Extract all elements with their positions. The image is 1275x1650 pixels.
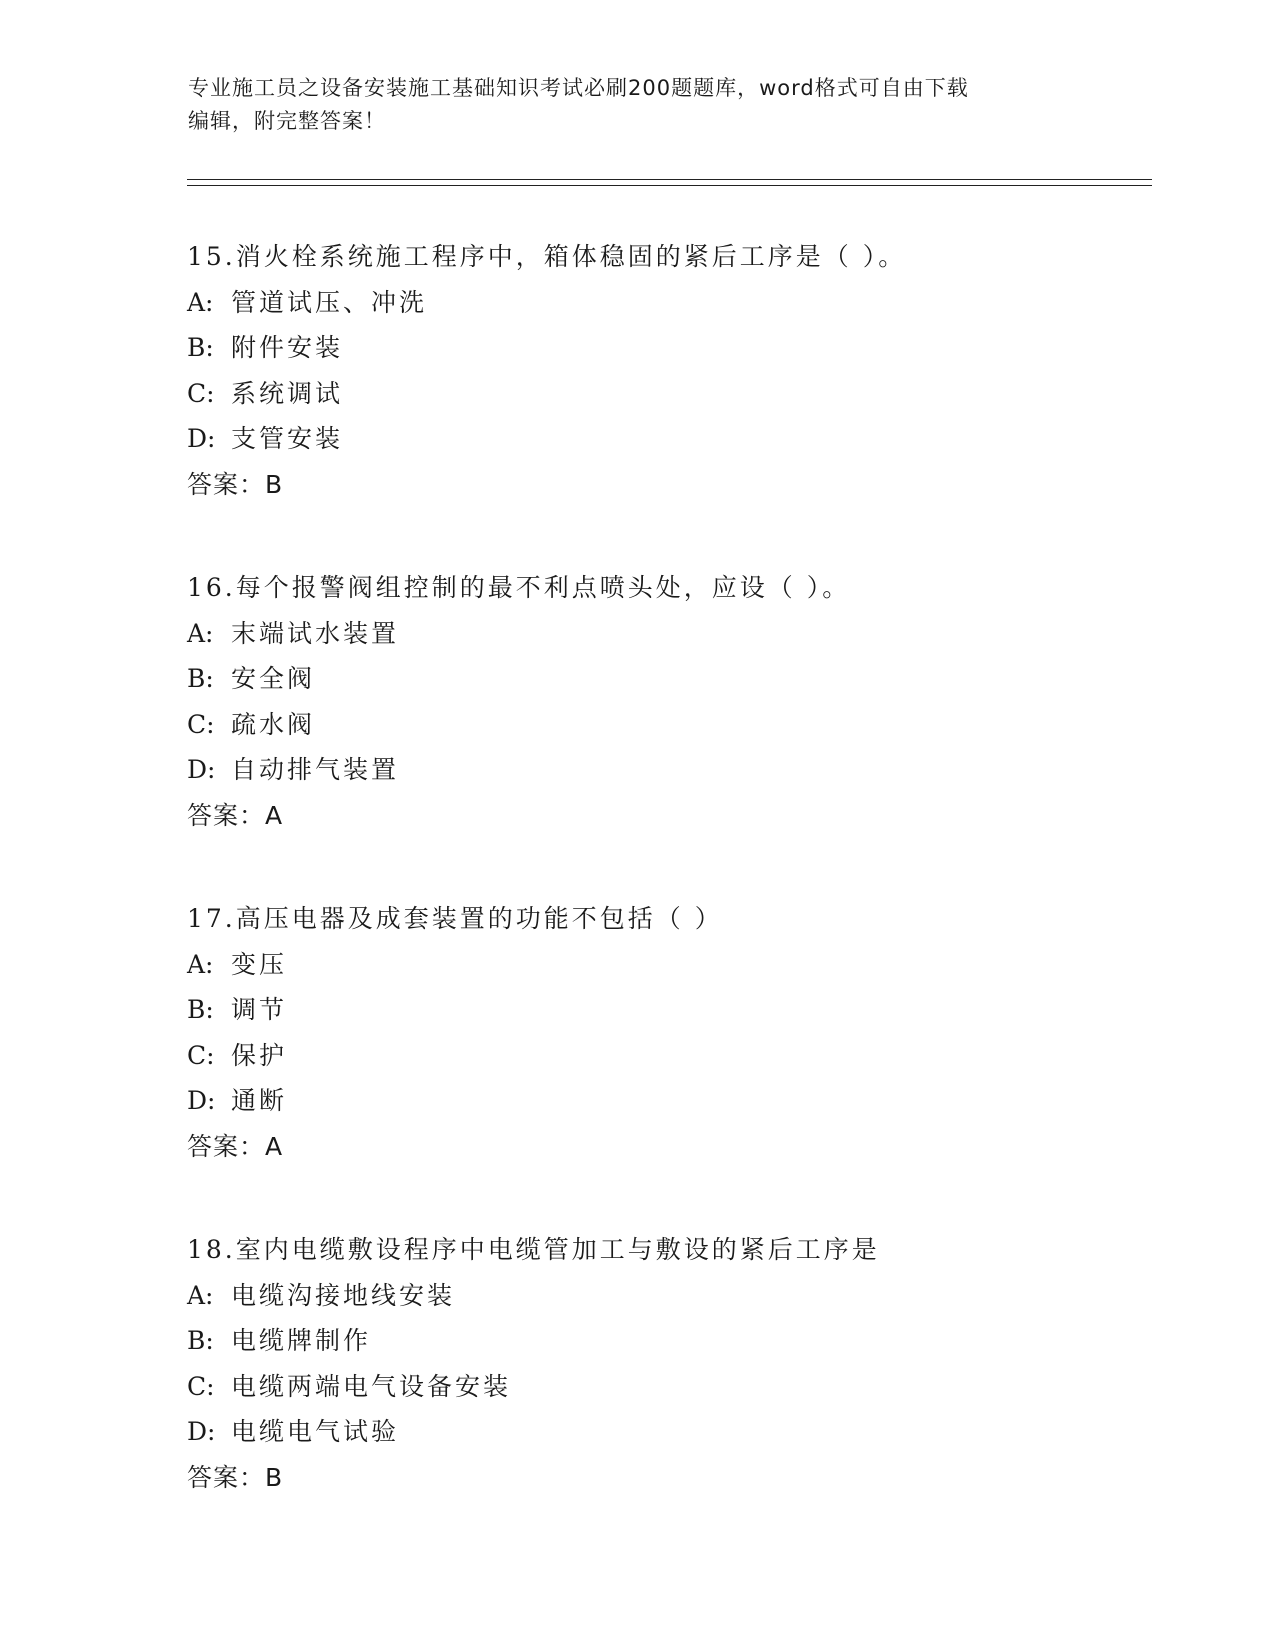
option-text: 支管安装 [231, 424, 344, 453]
option-a [187, 942, 1147, 988]
option-c [187, 702, 1147, 748]
option-a [187, 1273, 1147, 1319]
option-text: 电缆沟接地线安装 [231, 1280, 456, 1310]
option-letter: C: [187, 1040, 215, 1070]
option-text: 电缆两端电气设备安装 [231, 1371, 512, 1401]
option-text: 疏水阀 [231, 709, 316, 739]
option-d [187, 1409, 1147, 1455]
header-title-line-1: 专业施工员之设备安装施工基础知识考试必刷200题题库，word格式可自由下载 [188, 76, 969, 100]
question-stem: 16.每个报警阀组控制的最不利点喷头处，应设（ ）。 [187, 573, 851, 602]
option-text: 电缆牌制作 [231, 1326, 372, 1355]
answer-line: 答案：A [187, 800, 284, 830]
option-letter: B: [187, 995, 214, 1024]
option-text: 附件安装 [231, 333, 344, 362]
question-stem: 18.室内电缆敷设程序中电缆管加工与敷设的紧后工序是 [187, 1235, 880, 1264]
option-text: 末端试水装置 [231, 618, 400, 648]
question-16 [187, 565, 1147, 838]
option-letter: B: [187, 333, 214, 362]
option-a [187, 280, 1147, 326]
option-text: 通断 [231, 1086, 288, 1115]
answer-line: 答案：B [187, 469, 284, 499]
option-text: 电缆电气试验 [231, 1417, 400, 1446]
option-d [187, 1078, 1147, 1124]
option-letter: A: [187, 287, 214, 317]
option-letter: C: [187, 1371, 215, 1401]
question-stem: 17.高压电器及成套装置的功能不包括（ ） [187, 904, 723, 933]
option-letter: C: [187, 378, 215, 408]
option-b [187, 987, 1147, 1033]
option-letter: D: [187, 424, 216, 453]
option-text: 安全阀 [231, 664, 316, 693]
question-list [187, 234, 1147, 1558]
option-letter: A: [187, 949, 214, 979]
option-letter: D: [187, 1086, 216, 1115]
option-letter: C: [187, 709, 215, 739]
option-c [187, 371, 1147, 417]
answer-line: 答案：B [187, 1462, 284, 1492]
option-b [187, 1318, 1147, 1364]
option-letter: D: [187, 755, 216, 784]
option-c [187, 1033, 1147, 1079]
option-text: 自动排气装置 [231, 755, 400, 784]
option-d [187, 747, 1147, 793]
option-b [187, 656, 1147, 702]
option-c [187, 1364, 1147, 1410]
option-letter: A: [187, 1280, 214, 1310]
option-text: 管道试压、冲洗 [231, 287, 428, 317]
option-text: 调节 [231, 995, 288, 1024]
option-letter: D: [187, 1417, 216, 1446]
header-title-line-2: 编辑，附完整答案！ [188, 109, 386, 133]
answer-line: 答案：A [187, 1131, 284, 1161]
question-18 [187, 1227, 1147, 1500]
option-d [187, 416, 1147, 462]
option-a [187, 611, 1147, 657]
option-b [187, 325, 1147, 371]
option-text: 系统调试 [231, 378, 344, 408]
header-double-rule [187, 179, 1152, 186]
option-letter: A: [187, 618, 214, 648]
question-15 [187, 234, 1147, 507]
question-17 [187, 896, 1147, 1169]
option-text: 保护 [231, 1040, 288, 1070]
document-header [188, 72, 1088, 138]
question-stem: 15.消火栓系统施工程序中，箱体稳固的紧后工序是（ ）。 [187, 242, 907, 271]
option-letter: B: [187, 664, 214, 693]
option-letter: B: [187, 1326, 214, 1355]
option-text: 变压 [231, 949, 288, 979]
